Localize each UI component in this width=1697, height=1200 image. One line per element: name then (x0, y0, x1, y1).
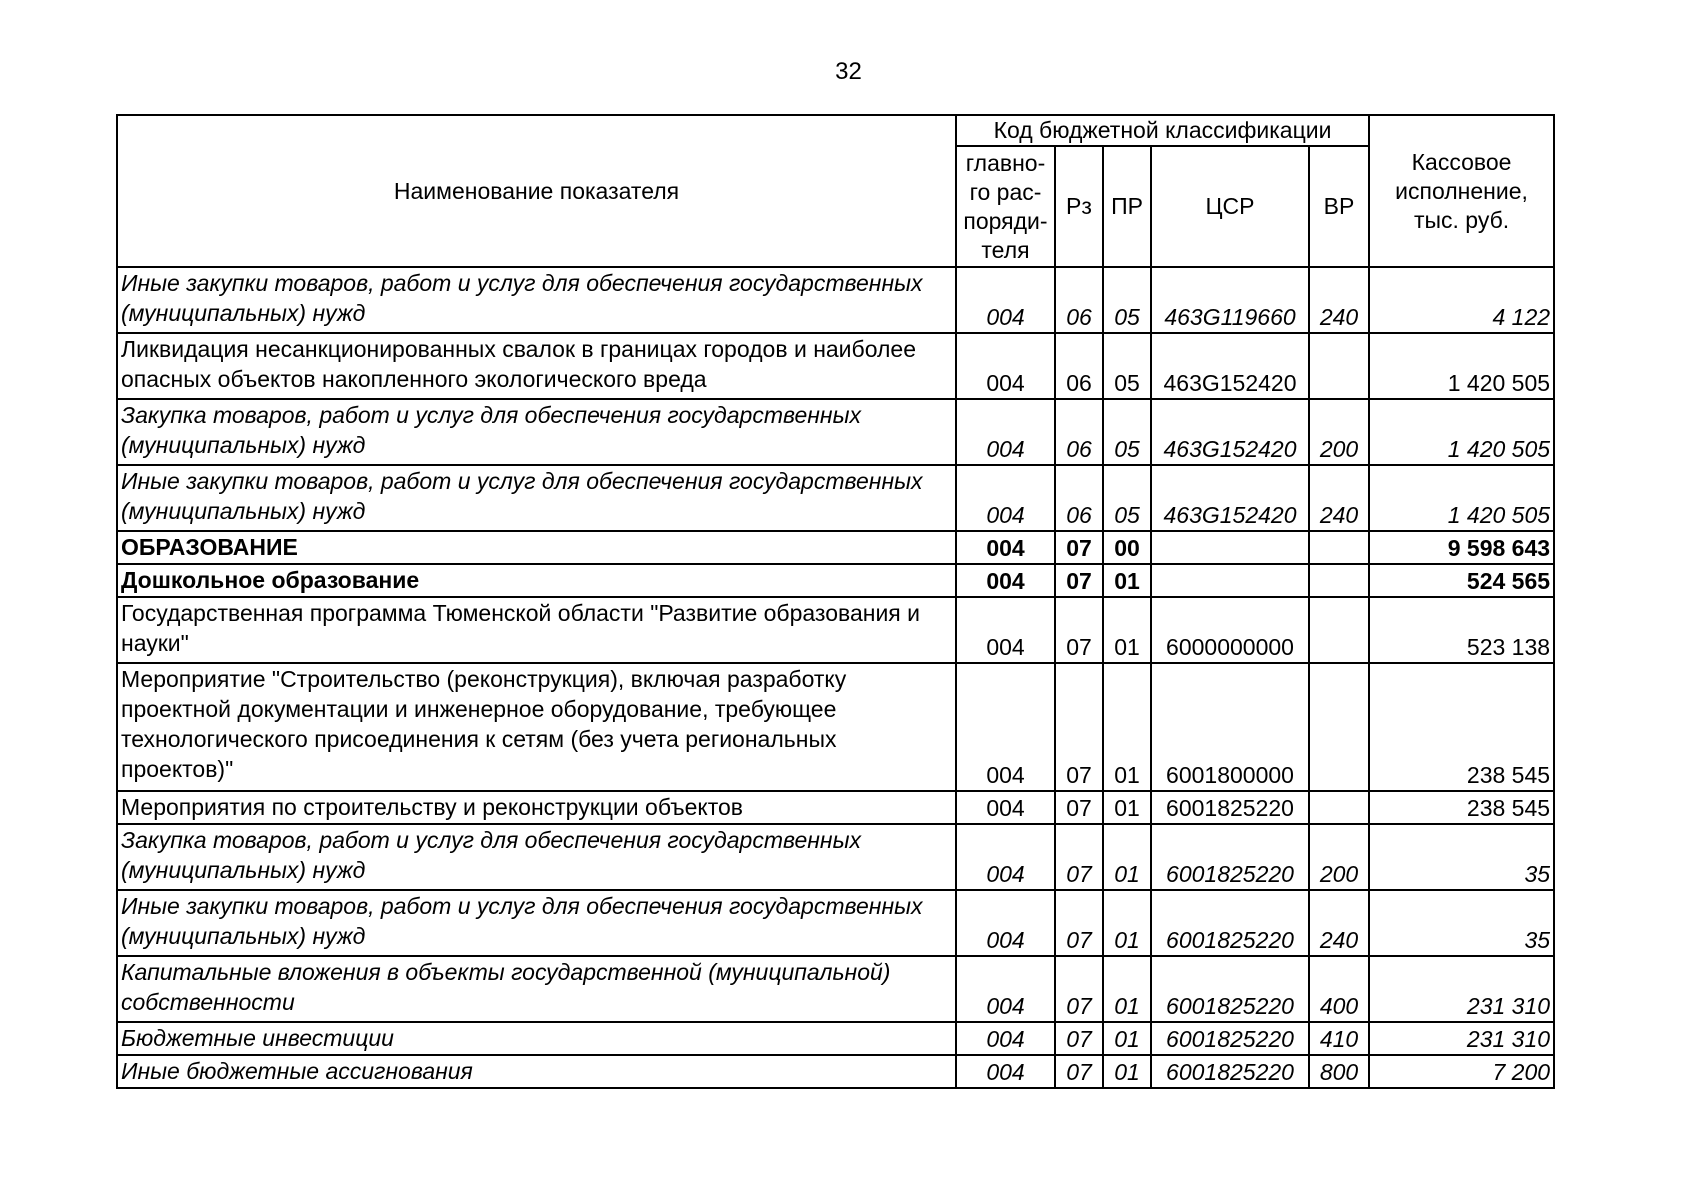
cell-name: Закупка товаров, работ и услуг для обеспечения государственных (муниципальных) нужд (117, 399, 956, 465)
cell-amount: 9 598 643 (1369, 531, 1554, 564)
cell-csr (1151, 531, 1309, 564)
cell-csr: 6001825220 (1151, 824, 1309, 890)
cell-pr: 05 (1103, 399, 1151, 465)
cell-amount: 231 310 (1369, 1022, 1554, 1055)
cell-vr (1309, 663, 1369, 791)
cell-pr: 01 (1103, 890, 1151, 956)
cell-amount: 523 138 (1369, 597, 1554, 663)
cell-gr: 004 (956, 791, 1055, 824)
table-row (117, 267, 1554, 333)
cell-pr: 01 (1103, 1022, 1151, 1055)
cell-name: Закупка товаров, работ и услуг для обеспечения государственных (муниципальных) нужд (117, 824, 956, 890)
cell-vr: 240 (1309, 890, 1369, 956)
cell-vr: 200 (1309, 824, 1369, 890)
header-amount-line: Кассовое (1411, 148, 1512, 175)
cell-csr: 463G152420 (1151, 399, 1309, 465)
cell-name: Иные закупки товаров, работ и услуг для обеспечения государственных (муниципальных) нужд (117, 890, 956, 956)
table-row (117, 890, 1554, 956)
table-row (117, 399, 1554, 465)
cell-pr: 01 (1103, 564, 1151, 597)
cell-vr: 240 (1309, 267, 1369, 333)
cell-csr: 6001825220 (1151, 791, 1309, 824)
table-body (117, 267, 1554, 1088)
cell-rz: 06 (1055, 399, 1103, 465)
header-pr: ПР (1103, 146, 1151, 267)
cell-csr: 6001825220 (1151, 890, 1309, 956)
cell-name: Дошкольное образование (117, 564, 956, 597)
cell-gr: 004 (956, 1055, 1055, 1088)
cell-rz: 07 (1055, 824, 1103, 890)
cell-csr: 6001800000 (1151, 663, 1309, 791)
cell-amount: 35 (1369, 890, 1554, 956)
cell-rz: 07 (1055, 890, 1103, 956)
cell-vr: 800 (1309, 1055, 1369, 1088)
cell-csr: 463G119660 (1151, 267, 1309, 333)
table-row (117, 597, 1554, 663)
cell-pr: 01 (1103, 956, 1151, 1022)
header-gr-line: го рас- (969, 178, 1042, 205)
cell-gr: 004 (956, 597, 1055, 663)
cell-pr: 01 (1103, 597, 1151, 663)
cell-gr: 004 (956, 1022, 1055, 1055)
cell-amount: 7 200 (1369, 1055, 1554, 1088)
cell-gr: 004 (956, 267, 1055, 333)
table-row (117, 531, 1554, 564)
cell-rz: 07 (1055, 564, 1103, 597)
cell-pr: 05 (1103, 333, 1151, 399)
cell-rz: 06 (1055, 333, 1103, 399)
cell-name: ОБРАЗОВАНИЕ (117, 531, 956, 564)
cell-csr (1151, 564, 1309, 597)
cell-vr (1309, 564, 1369, 597)
cell-gr: 004 (956, 663, 1055, 791)
cell-name: Мероприятие "Строительство (реконструкция), включая разработку проектной документации и инженерное оборудование, требующее технологического присоединения к сетям (без учета региональных проектов)" (117, 663, 956, 791)
table-row (117, 564, 1554, 597)
cell-csr: 463G152420 (1151, 333, 1309, 399)
cell-rz: 07 (1055, 791, 1103, 824)
cell-amount: 1 420 505 (1369, 333, 1554, 399)
cell-amount: 1 420 505 (1369, 399, 1554, 465)
cell-vr: 410 (1309, 1022, 1369, 1055)
cell-rz: 07 (1055, 956, 1103, 1022)
cell-vr (1309, 791, 1369, 824)
cell-name: Иные закупки товаров, работ и услуг для обеспечения государственных (муниципальных) нужд (117, 465, 956, 531)
cell-name: Ликвидация несанкционированных свалок в границах городов и наиболее опасных объектов накопленного экологического вреда (117, 333, 956, 399)
cell-rz: 06 (1055, 465, 1103, 531)
cell-csr: 463G152420 (1151, 465, 1309, 531)
table-row (117, 1022, 1554, 1055)
cell-name: Государственная программа Тюменской области "Развитие образования и науки" (117, 597, 956, 663)
cell-rz: 07 (1055, 663, 1103, 791)
header-amount-line: тыс. руб. (1413, 206, 1510, 233)
cell-gr: 004 (956, 956, 1055, 1022)
cell-gr: 004 (956, 890, 1055, 956)
cell-amount: 238 545 (1369, 791, 1554, 824)
header-code-group: Код бюджетной классификации (956, 115, 1369, 146)
cell-csr: 6000000000 (1151, 597, 1309, 663)
cell-pr: 05 (1103, 465, 1151, 531)
cell-gr: 004 (956, 564, 1055, 597)
header-amount-line: исполнение, (1395, 177, 1528, 204)
cell-vr: 200 (1309, 399, 1369, 465)
table-row (117, 465, 1554, 531)
cell-name: Капитальные вложения в объекты государственной (муниципальной) собственности (117, 956, 956, 1022)
cell-amount: 231 310 (1369, 956, 1554, 1022)
table-row (117, 956, 1554, 1022)
table-row (117, 791, 1554, 824)
cell-rz: 07 (1055, 597, 1103, 663)
cell-pr: 01 (1103, 824, 1151, 890)
header-amount (1369, 115, 1554, 267)
cell-amount: 1 420 505 (1369, 465, 1554, 531)
cell-rz: 07 (1055, 1022, 1103, 1055)
cell-rz: 07 (1055, 1055, 1103, 1088)
cell-gr: 004 (956, 399, 1055, 465)
cell-name: Мероприятия по строительству и реконструкции объектов (117, 791, 956, 824)
cell-csr: 6001825220 (1151, 956, 1309, 1022)
header-vr: ВР (1309, 146, 1369, 267)
cell-amount: 238 545 (1369, 663, 1554, 791)
cell-vr (1309, 531, 1369, 564)
cell-csr: 6001825220 (1151, 1022, 1309, 1055)
table-row (117, 1055, 1554, 1088)
table-row (117, 333, 1554, 399)
header-gr-line: поряди- (963, 207, 1048, 234)
table-row (117, 663, 1554, 791)
cell-amount: 35 (1369, 824, 1554, 890)
cell-rz: 07 (1055, 531, 1103, 564)
cell-name: Иные закупки товаров, работ и услуг для обеспечения государственных (муниципальных) нужд (117, 267, 956, 333)
cell-name: Иные бюджетные ассигнования (117, 1055, 956, 1088)
header-gr-line: главно- (965, 149, 1046, 176)
cell-pr: 05 (1103, 267, 1151, 333)
header-csr: ЦСР (1151, 146, 1309, 267)
cell-vr: 240 (1309, 465, 1369, 531)
cell-vr: 400 (1309, 956, 1369, 1022)
cell-name: Бюджетные инвестиции (117, 1022, 956, 1055)
cell-gr: 004 (956, 465, 1055, 531)
cell-gr: 004 (956, 824, 1055, 890)
header-rz: Рз (1055, 146, 1103, 267)
cell-pr: 01 (1103, 791, 1151, 824)
cell-rz: 06 (1055, 267, 1103, 333)
budget-table (116, 114, 1555, 1089)
header-name: Наименование показателя (117, 115, 956, 267)
cell-amount: 4 122 (1369, 267, 1554, 333)
header-gr (956, 146, 1055, 267)
cell-vr (1309, 333, 1369, 399)
cell-pr: 01 (1103, 663, 1151, 791)
cell-amount: 524 565 (1369, 564, 1554, 597)
cell-pr: 00 (1103, 531, 1151, 564)
cell-gr: 004 (956, 333, 1055, 399)
cell-pr: 01 (1103, 1055, 1151, 1088)
page-number: 32 (835, 58, 862, 85)
cell-gr: 004 (956, 531, 1055, 564)
header-gr-line: теля (981, 236, 1030, 263)
cell-vr (1309, 597, 1369, 663)
table-row (117, 824, 1554, 890)
cell-csr: 6001825220 (1151, 1055, 1309, 1088)
